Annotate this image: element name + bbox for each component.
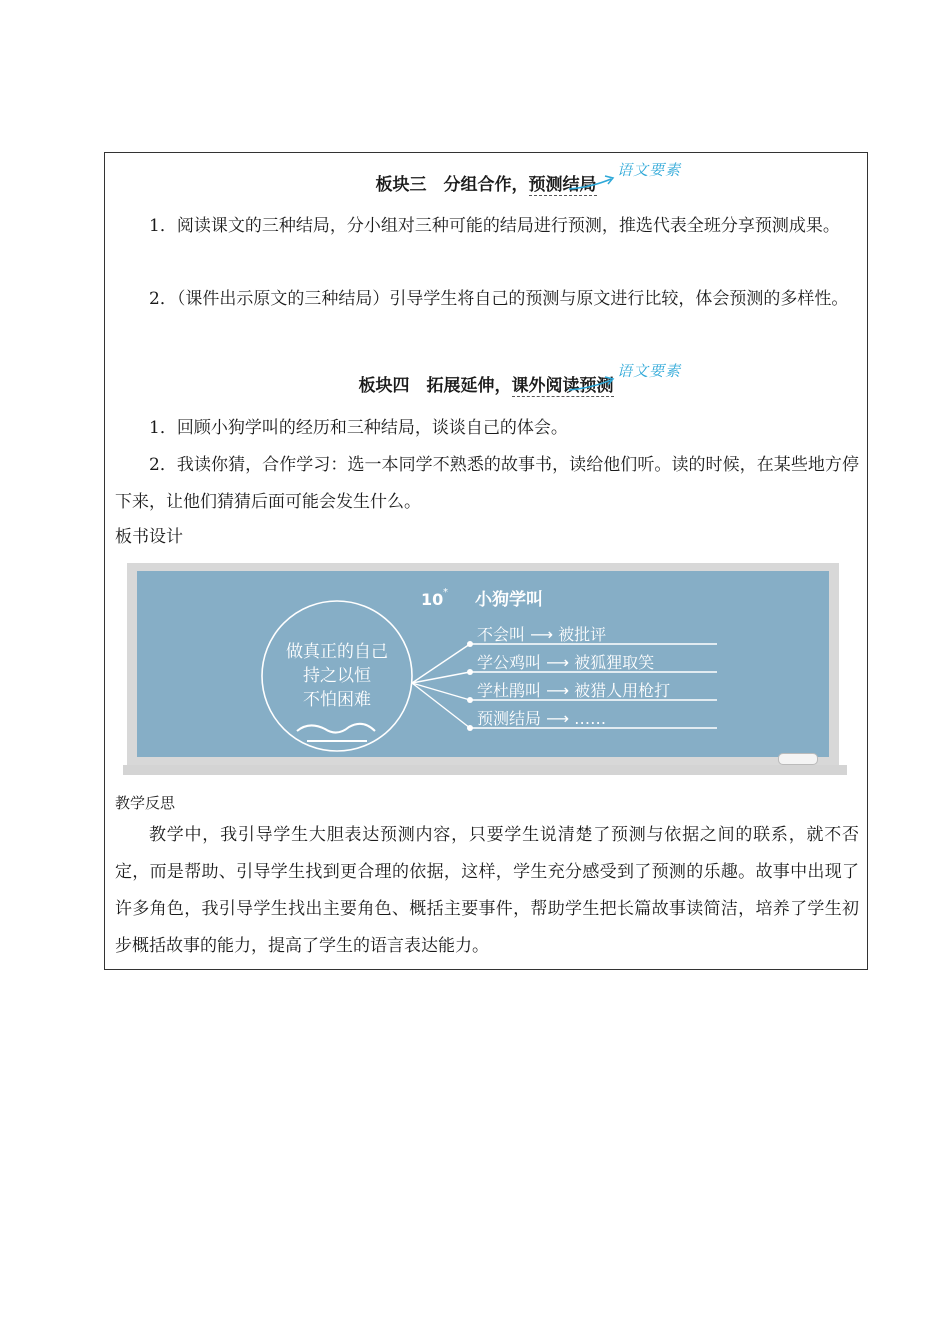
branch-1: 不会叫 ⟶ 被批评 — [477, 625, 607, 644]
cloud-ornament — [297, 724, 375, 733]
section4-title-prefix: 板块四 拓展延伸， — [358, 376, 512, 396]
section4-tag: 语文要素 — [617, 362, 682, 380]
section3-tag: 语文要素 — [617, 161, 682, 179]
section4-title — [105, 374, 867, 398]
circle-line-3: 不怕困难 — [303, 690, 371, 710]
chalk-eraser — [778, 753, 818, 765]
section3-item-1: 1．阅读课文的三种结局，分小组对三种可能的结局进行预测，推选代表全班分享预测成果。 — [149, 216, 840, 236]
blackboard-drawing — [137, 571, 829, 757]
arrow-icon — [567, 372, 617, 394]
board-number: 10 — [421, 590, 444, 609]
blackboard — [123, 563, 847, 775]
section4-item-1: 1．回顾小狗学叫的经历和三种结局，谈谈自己的体会。 — [149, 418, 568, 438]
circle-line-1: 做真正的自己 — [286, 642, 388, 662]
section4-item-2: 2．我读你猜，合作学习：选一本同学不熟悉的故事书，读给他们听。读的时候，在某些地方停下来，让他们猜猜后面可能会发生什么。 — [115, 455, 859, 512]
branch-2: 学公鸡叫 ⟶ 被狐狸取笑 — [477, 653, 655, 672]
lesson-plan-frame — [104, 152, 868, 970]
branch-3: 学杜鹃叫 ⟶ 被猎人用枪打 — [477, 681, 671, 700]
circle-line-2: 持之以恒 — [303, 666, 371, 686]
board-design-label: 板书设计 — [115, 527, 183, 547]
reflection-label: 教学反思 — [115, 794, 176, 812]
arrow-icon — [567, 171, 617, 193]
board-title: 小狗学叫 — [475, 590, 543, 610]
reflection-text: 教学中，我引导学生大胆表达预测内容，只要学生说清楚了预测与依据之间的联系，就不否定，而是帮助、引导学生找到更合理的依据，这样，学生充分感受到了预测的乐趣。故事中出现了许多角色，我引导学生找出主要角色、概括主要事件，帮助学生把长篇故事读简洁，培养了学生初步概括故事的能力，提高了学生的语言表达能力。 — [115, 825, 859, 956]
section3-title — [105, 173, 867, 197]
section3-title-prefix: 板块三 分组合作， — [375, 175, 529, 195]
section3-item-2: 2．（课件出示原文的三种结局）引导学生将自己的预测与原文进行比较，体会预测的多样性。 — [149, 289, 849, 309]
board-number-mark: * — [443, 587, 448, 598]
board-ledge — [123, 765, 847, 775]
section3-title-wave: 预测结局 — [528, 175, 597, 195]
section4-title-wave: 课外阅读预测 — [511, 376, 614, 396]
branch-4: 预测结局 ⟶ …… — [477, 709, 607, 728]
